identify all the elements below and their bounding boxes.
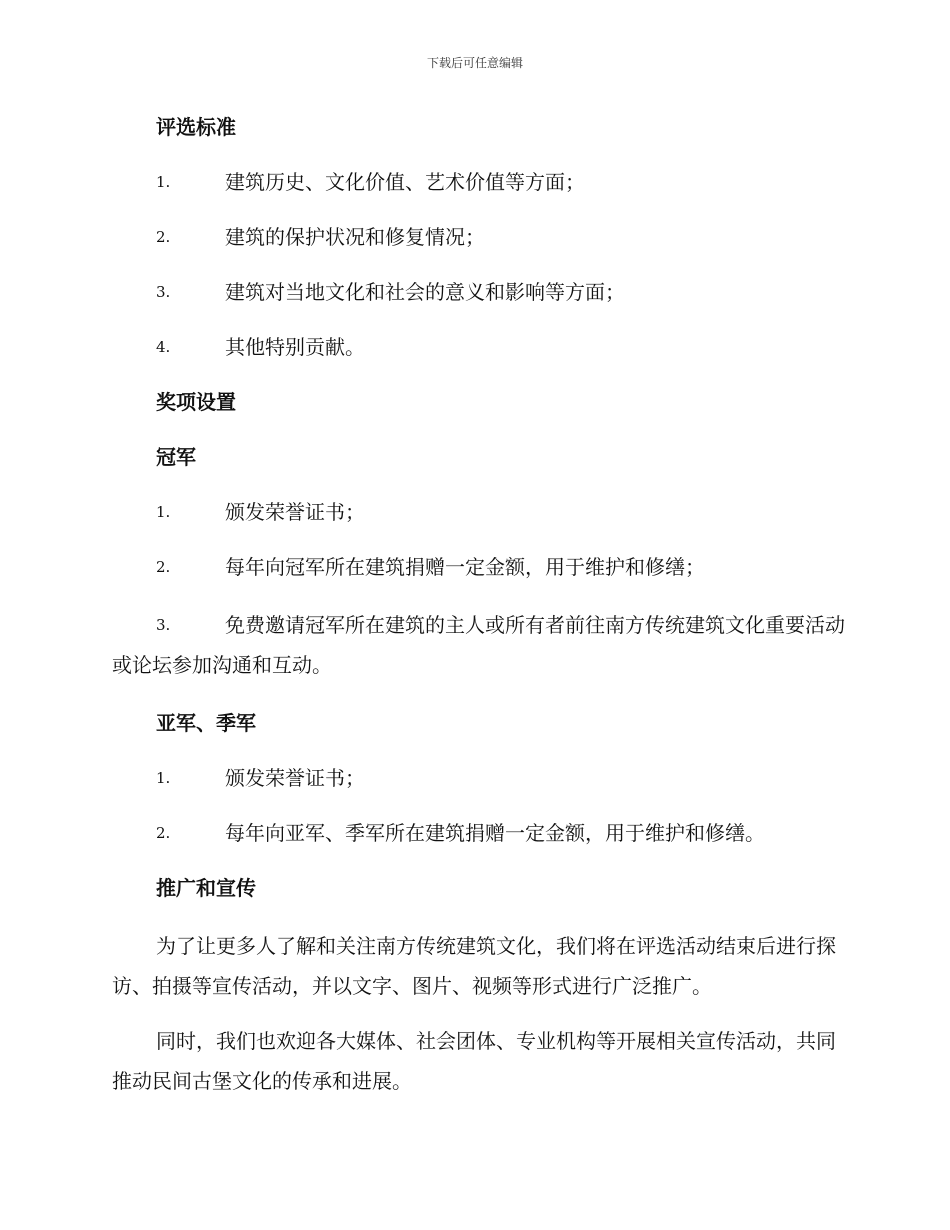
list-number: 3.	[156, 616, 171, 634]
list-item	[112, 605, 852, 685]
list-number: 2.	[156, 228, 171, 246]
document-body	[112, 110, 852, 1116]
section-heading-criteria: 评选标准	[156, 115, 236, 139]
list-number: 1.	[156, 769, 171, 787]
list-item	[112, 220, 852, 254]
paragraph: 为了让更多人了解和关注南方传统建筑文化，我们将在评选活动结束后进行探访、拍摄等宣传活动，并以文字、图片、视频等形式进行广泛推广。	[112, 934, 836, 998]
section-heading-champion: 冠军	[156, 445, 196, 469]
list-text: 每年向亚军、季军所在建筑捐赠一定金额，用于维护和修缮。	[225, 821, 765, 845]
list-text: 免费邀请冠军所在建筑的主人或所有者前往南方传统建筑文化重要活动或论坛参加沟通和互动。	[112, 613, 845, 677]
list-item	[112, 550, 852, 584]
section-heading-awards: 奖项设置	[156, 390, 236, 414]
page-header: 下载后可任意编辑	[426, 56, 523, 70]
list-text: 其他特别贡献。	[225, 335, 365, 359]
list-number: 1.	[156, 503, 171, 521]
paragraph: 同时，我们也欢迎各大媒体、社会团体、专业机构等开展相关宣传活动，共同推动民间古堡文化的传承和进展。	[112, 1029, 836, 1093]
list-item	[112, 165, 852, 199]
list-item	[112, 330, 852, 364]
list-text: 建筑历史、文化价值、艺术价值等方面；	[225, 170, 585, 194]
section-heading-runners-up: 亚军、季军	[156, 711, 256, 735]
list-text: 建筑对当地文化和社会的意义和影响等方面；	[225, 280, 625, 304]
list-item	[112, 761, 852, 795]
list-text: 建筑的保护状况和修复情况；	[225, 225, 485, 249]
section-heading-promotion: 推广和宣传	[156, 876, 256, 900]
list-text: 每年向冠军所在建筑捐赠一定金额，用于维护和修缮；	[225, 555, 705, 579]
list-number: 2.	[156, 558, 171, 576]
list-text: 颁发荣誉证书；	[225, 500, 365, 524]
list-number: 4.	[156, 338, 171, 356]
list-item	[112, 275, 852, 309]
list-item	[112, 816, 852, 850]
list-number: 2.	[156, 824, 171, 842]
list-item	[112, 495, 852, 529]
list-number: 3.	[156, 283, 171, 301]
list-text: 颁发荣誉证书；	[225, 766, 365, 790]
list-number: 1.	[156, 173, 171, 191]
